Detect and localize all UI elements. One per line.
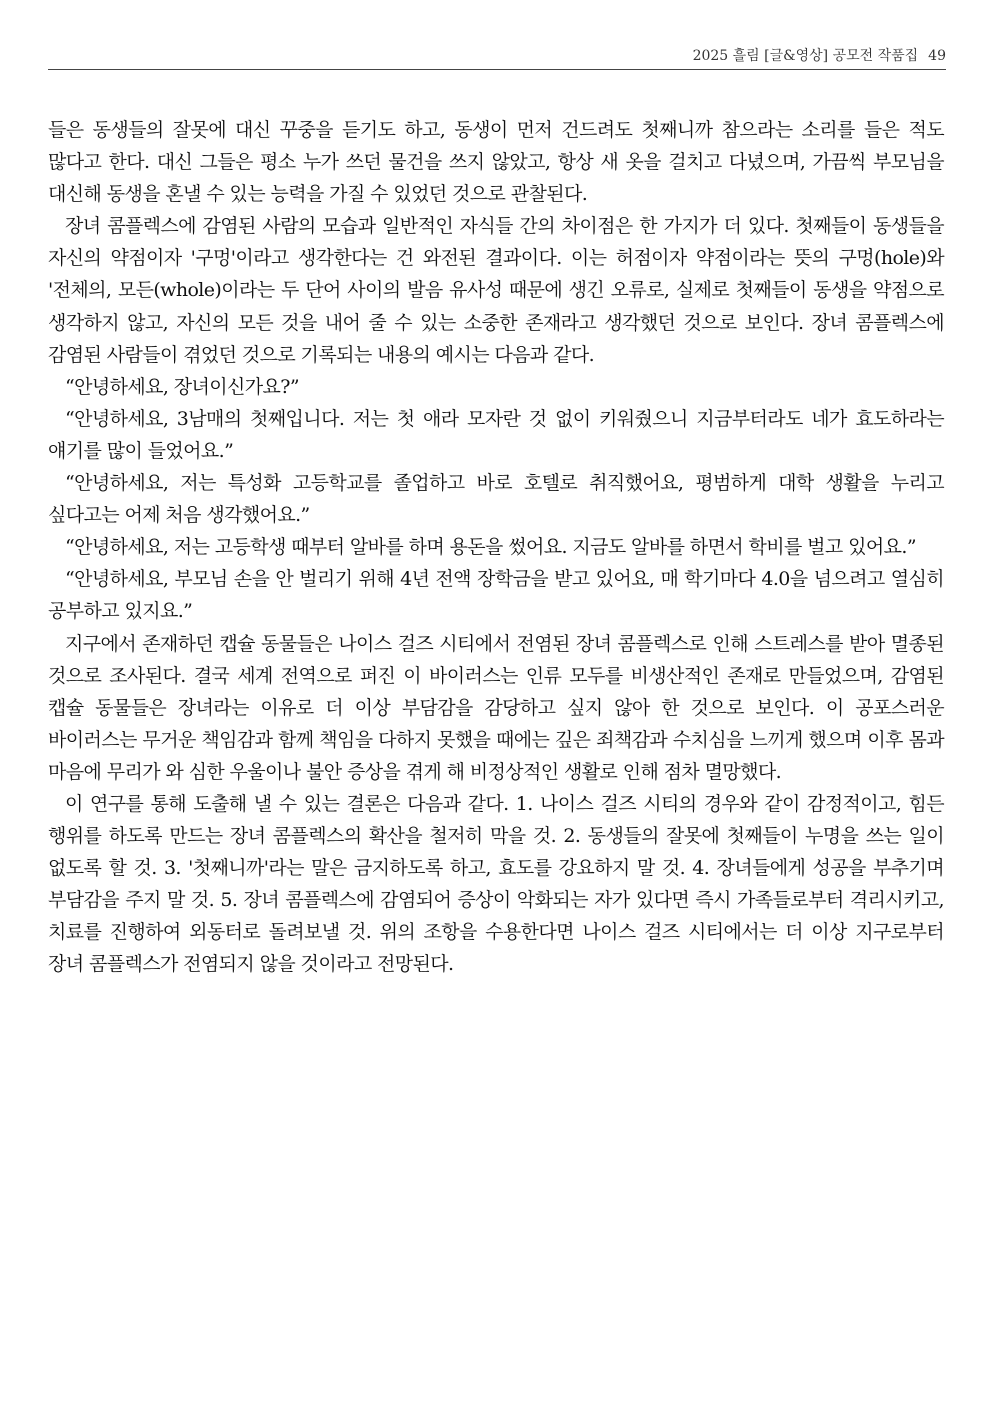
quote-paragraph: “안녕하세요, 3남매의 첫째입니다. 저는 첫 애라 모자란 것 없이 키워줬으니 지금부터라도 네가 효도하라는 얘기를 많이 들었어요.”	[48, 407, 944, 462]
quote-paragraph: “안녕하세요, 부모님 손을 안 벌리기 위해 4년 전액 장학금을 받고 있어요, 매 학기마다 4.0을 넘으려고 열심히 공부하고 있지요.”	[48, 568, 944, 623]
quote-paragraph: “안녕하세요, 장녀이신가요?”	[65, 375, 299, 398]
quote-paragraph: “안녕하세요, 저는 고등학생 때부터 알바를 하며 용돈을 썼어요. 지금도 알바를 하면서 학비를 벌고 있어요.”	[65, 536, 916, 559]
paragraph: 장녀 콤플렉스에 감염된 사람의 모습과 일반적인 자식들 간의 차이점은 한 가지가 더 있다. 첫째들이 동생들을 자신의 약점이자 '구멍'이라고 생각한다는 건 와전된 결과이다. 이는 허점이자 약점이라는 뜻의 구멍(hole)와 '전체의, 모든(whole)이라는 두 단어 사이의 발음 유사성 때문에 생긴 오류로, 실제로 첫째들이 동생을 약점으로 생각하지 않고, 자신의 모든 것을 내어 줄 수 있는 소중한 존재라고 생각했던 것으로 보인다. 장녀 콤플렉스에 감염된 사람들이 겪었던 것으로 기록되는 내용의 예시는 다음과 같다.	[48, 215, 944, 366]
conclusion-paragraph: 이 연구를 통해 도출해 낼 수 있는 결론은 다음과 같다. 1. 나이스 걸즈 시티의 경우와 같이 감정적이고, 힘든 행위를 하도록 만드는 장녀 콤플렉스의 확산을 철저히 막을 것. 2. 동생들의 잘못에 첫째들이 누명을 쓰는 일이 없도록 할 것. 3. '첫째니까'라는 말은 금지하도록 하고, 효도를 강요하지 말 것. 4. 장녀들에게 성공을 부추기며 부담감을 주지 말 것. 5. 장녀 콤플렉스에 감염되어 증상이 악화되는 자가 있다면 즉시 가족들로부터 격리시키고, 치료를 진행하여 외동터로 돌려보낼 것. 위의 조항을 수용한다면 나이스 걸즈 시티에서는 더 이상 지구로부터 장녀 콤플렉스가 전염되지 않을 것이라고 전망된다.	[48, 792, 944, 976]
body-text	[48, 114, 944, 981]
page-number: 49	[928, 48, 946, 64]
quote-paragraph: “안녕하세요, 저는 특성화 고등학교를 졸업하고 바로 호텔로 취직했어요, 평범하게 대학 생활을 누리고 싶다고는 어제 처음 생각했어요.”	[48, 472, 944, 527]
paragraph-continued: 들은 동생들의 잘못에 대신 꾸중을 듣기도 하고, 동생이 먼저 건드려도 첫째니까 참으라는 소리를 들은 적도 많다고 한다. 대신 그들은 평소 누가 쓰던 물건을 쓰지 않았고, 항상 새 옷을 걸치고 다녔으며, 가끔씩 부모님을 대신해 동생을 혼낼 수 있는 능력을 가질 수 있었던 것으로 관찰된다.	[48, 119, 944, 206]
running-header	[48, 44, 946, 70]
header-title: 2025 흘림 [글&영상] 공모전 작품집	[692, 48, 919, 64]
paragraph: 지구에서 존재하던 캡슐 동물들은 나이스 걸즈 시티에서 전염된 장녀 콤플렉스로 인해 스트레스를 받아 멸종된 것으로 조사된다. 결국 세계 전역으로 퍼진 이 바이러스는 인류 모두를 비생산적인 존재로 만들었으며, 감염된 캡슐 동물들은 장녀라는 이유로 더 이상 부담감을 감당하고 싶지 않아 한 것으로 보인다. 이 공포스러운 바이러스는 무거운 책임감과 함께 책임을 다하지 못했을 때에는 깊은 죄책감과 수치심을 느끼게 했으며 이후 몸과 마음에 무리가 와 심한 우울이나 불안 증상을 겪게 해 비정상적인 생활로 인해 점차 멸망했다.	[48, 632, 944, 783]
